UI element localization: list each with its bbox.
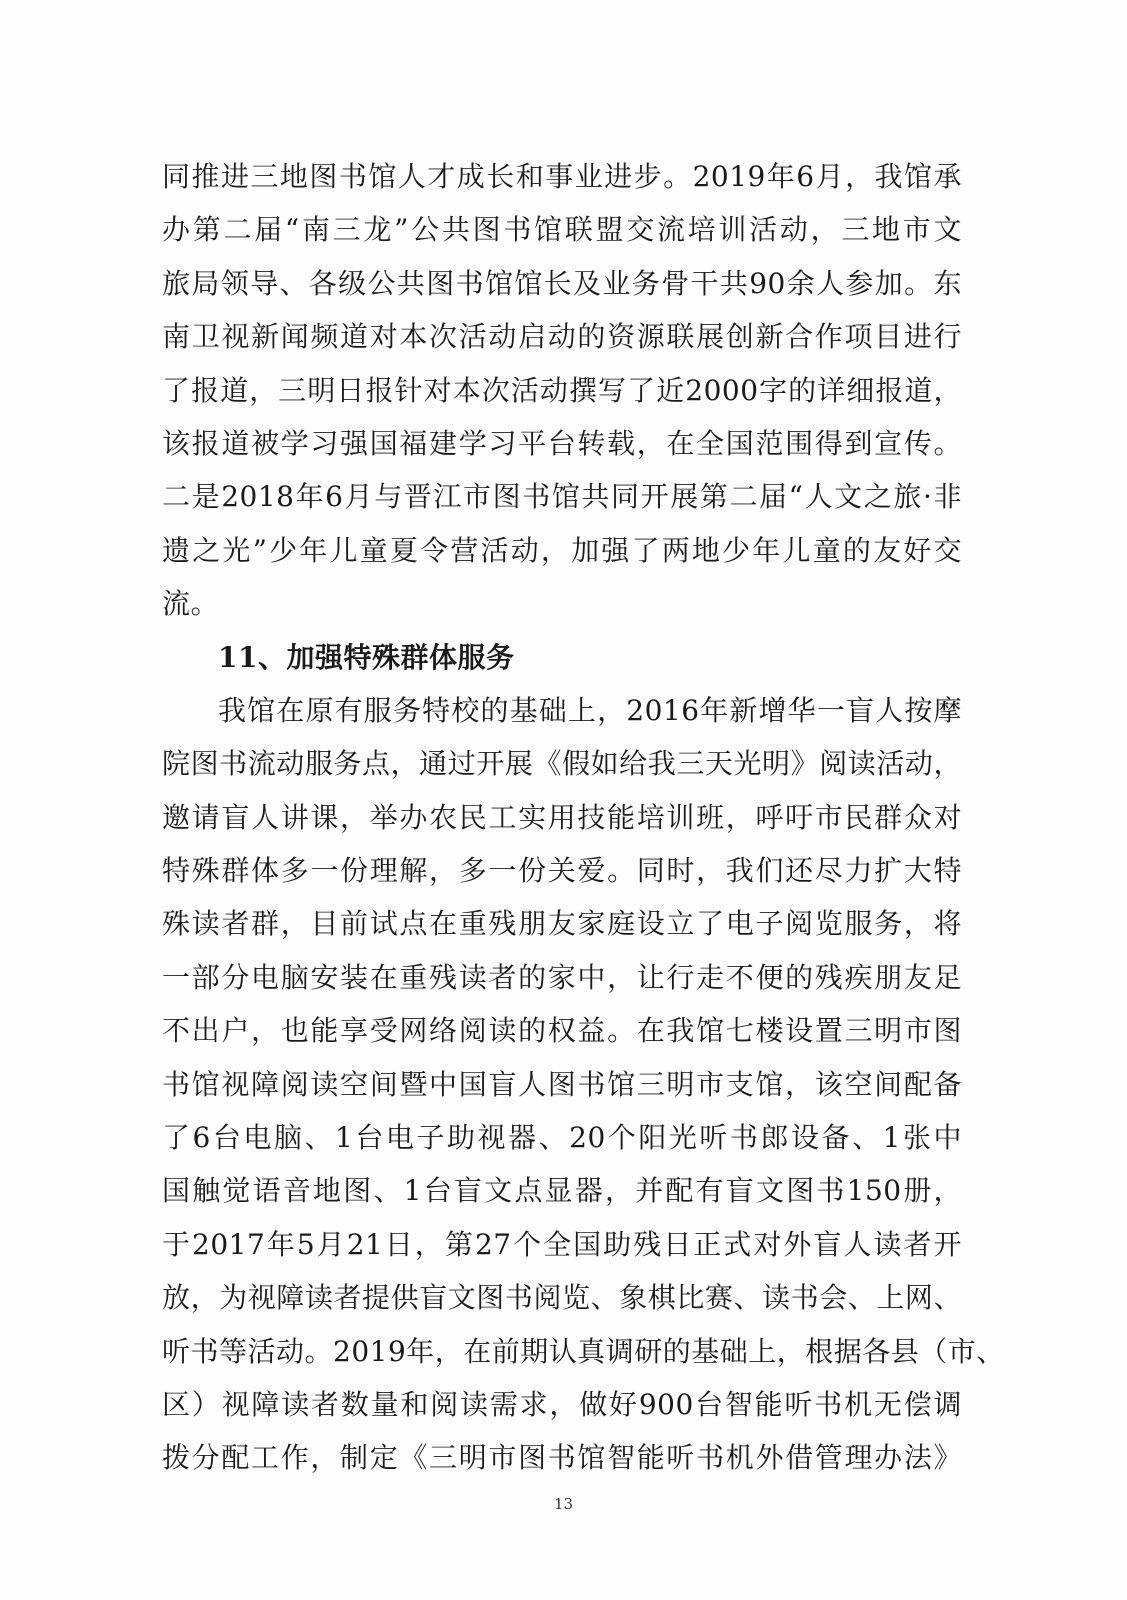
text-line: 书馆视障阅读空间暨中国盲人图书馆三明市支馆，该空间配备 xyxy=(162,1067,962,1101)
text-line: 国触觉语音地图、1台盲文点显器，并配有盲文图书150册， xyxy=(162,1174,962,1208)
text-line: 二是2018年6月与晋江市图书馆共同开展第二届“人文之旅·非 xyxy=(162,480,962,514)
text-line: 不出户，也能享受网络阅读的权益。在我馆七楼设置三明市图 xyxy=(162,1014,962,1048)
text-line: 同推进三地图书馆人才成长和事业进步。2019年6月，我馆承 xyxy=(162,160,962,193)
text-line: 遗之光”少年儿童夏令营活动，加强了两地少年儿童的友好交 xyxy=(162,533,962,567)
text-line: 区）视障读者数量和阅读需求，做好900台智能听书机无偿调 xyxy=(162,1387,962,1421)
text-line: 于2017年5月21日，第27个全国助残日正式对外盲人读者开 xyxy=(162,1227,962,1261)
text-line: 邀请盲人讲课，举办农民工实用技能培训班，呼吁市民群众对 xyxy=(162,800,962,834)
text-line: 院图书流动服务点，通过开展《假如给我三天光明》阅读活动， xyxy=(162,747,962,781)
text-line: 南卫视新闻频道对本次活动启动的资源联展创新合作项目进行 xyxy=(162,320,962,354)
text-line: 我馆在原有服务特校的基础上，2016年新增华一盲人按摩 xyxy=(218,693,962,727)
document-body xyxy=(162,150,1005,1485)
text-line: 听书等活动。2019年，在前期认真调研的基础上，根据各县（市、 xyxy=(162,1334,1005,1368)
text-line: 拨分配工作，制定《三明市图书馆智能听书机外借管理办法》 xyxy=(162,1441,962,1475)
text-line: 一部分电脑安装在重残读者的家中，让行走不便的残疾朋友足 xyxy=(162,960,962,994)
text-line: 放，为视障读者提供盲文图书阅览、象棋比赛、读书会、上网、 xyxy=(162,1281,962,1315)
text-line: 特殊群体多一份理解，多一份关爱。同时，我们还尽力扩大特 xyxy=(162,854,962,888)
text-line: 该报道被学习强国福建学习平台转载，在全国范围得到宣传。 xyxy=(162,426,962,460)
text-line: 办第二届“南三龙”公共图书馆联盟交流培训活动，三地市文 xyxy=(162,213,962,247)
section-heading: 11、加强特殊群体服务 xyxy=(218,640,515,674)
text-line: 流。 xyxy=(162,587,220,621)
text-line: 了6台电脑、1台电子助视器、20个阳光听书郎设备、1张中 xyxy=(162,1121,962,1155)
text-line: 了报道，三明日报针对本次活动撰写了近2000字的详细报道， xyxy=(162,373,962,407)
page-number: 13 xyxy=(553,1495,574,1513)
text-line: 旅局领导、各级公共图书馆馆长及业务骨干共90余人参加。东 xyxy=(162,266,962,300)
text-line: 殊读者群，目前试点在重残朋友家庭设立了电子阅览服务，将 xyxy=(162,907,962,941)
